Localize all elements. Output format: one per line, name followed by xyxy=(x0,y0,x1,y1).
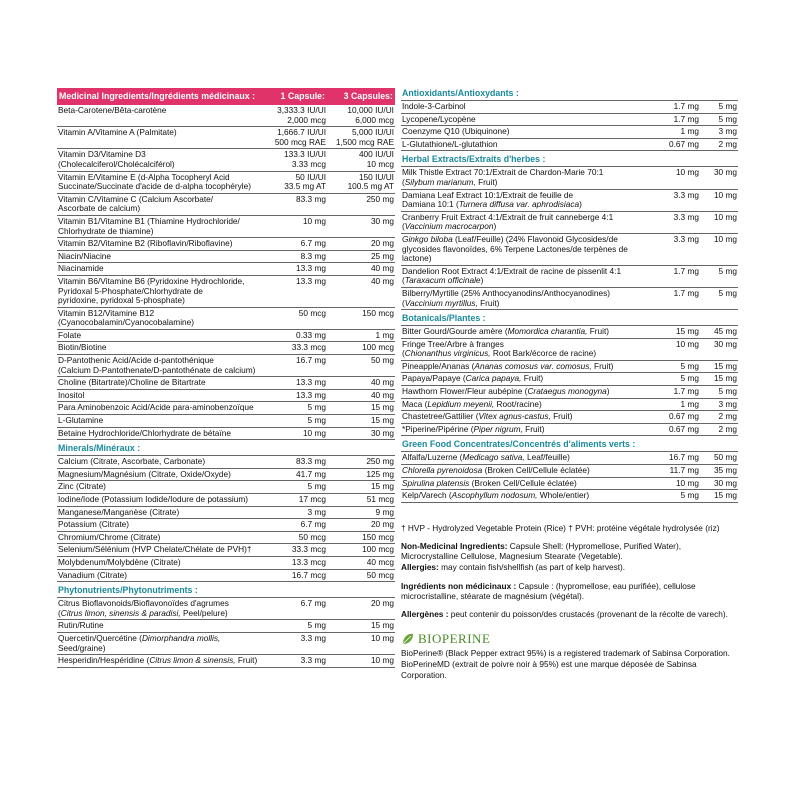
ingredient-name: Quercetin/Quercétine (Dimorphandra mollis, Seed/graine) xyxy=(58,632,221,653)
italic-name: Citrus limon & sinensis, xyxy=(149,655,236,666)
amount-1-capsule: 0.67 mg xyxy=(669,138,699,149)
amount-3-capsules: 10 mg xyxy=(370,655,394,666)
table-row xyxy=(401,266,738,288)
italic-name: Ginkgo biloba xyxy=(402,233,453,244)
table-row xyxy=(57,519,395,532)
ingredient-name: Folate xyxy=(58,329,82,340)
amount-3-capsules: 10 mg xyxy=(370,632,394,643)
amount-3-capsules: 15 mg xyxy=(370,415,394,426)
table-row xyxy=(401,386,738,399)
ingredient-name: Maca (Lepidium meyenii, Root/racine) xyxy=(402,398,542,409)
amount-3-capsules: 40 mg xyxy=(370,275,394,286)
italic-name: Carica papaya, xyxy=(465,373,522,384)
table-row xyxy=(57,390,395,403)
table-row xyxy=(57,469,395,482)
ingredient-name: Vitamin E/Vitamine E (d-Alpha Tocopheryl Acid Succinate/Succinate d'acide de d-alpha tocophéryle) xyxy=(58,171,251,192)
italic-name: Medicago sativa, xyxy=(462,452,525,463)
amount-3-capsules: 1 mg xyxy=(375,329,394,340)
amount-3-capsules: 5 mg xyxy=(718,265,737,276)
amount-3-capsules: 15 mg xyxy=(713,360,737,371)
amount-1-capsule: 3 mg xyxy=(307,506,326,517)
italic-name: Lepidium meyenii, xyxy=(427,398,495,409)
table-row xyxy=(401,167,738,189)
amount-1-capsule: 3.3 mg xyxy=(673,189,699,200)
ingredient-name: Papaya/Papaye (Carica papaya, Fruit) xyxy=(402,373,544,384)
section-herbal-extracts: Herbal Extracts/Extraits d'herbes : xyxy=(401,151,738,167)
table-row xyxy=(401,424,738,437)
ingredient-name: Coenzyme Q10 (Ubiquinone) xyxy=(402,126,510,137)
ingredient-name: Iodine/Iode (Potassium Iodide/Iodure de potassium) xyxy=(58,494,249,504)
table-row xyxy=(57,598,395,620)
amount-3-capsules: 20 mg xyxy=(370,238,394,249)
ingredient-name: Biotin/Biotine xyxy=(58,342,107,353)
right-panel xyxy=(401,88,738,680)
table-row xyxy=(57,127,395,149)
table-row xyxy=(401,288,738,310)
amount-1-capsule: 13.3 mg xyxy=(296,263,326,274)
ingredient-name: Hesperidin/Hespéridine (Citrus limon & sinensis, Fruit) xyxy=(58,655,258,666)
ingredient-name: Chromium/Chrome (Citrate) xyxy=(58,531,161,542)
bioperine-wordmark: BIOPERINE xyxy=(418,631,491,647)
table-row xyxy=(57,633,395,655)
ingredient-name: Rutin/Rutine xyxy=(58,620,104,631)
table-row xyxy=(401,339,738,361)
ingredient-name: Vitamin D3/Vitamine D3 (Cholecalciferol/Cholécalciférol) xyxy=(58,149,175,169)
non-medicinal-en: Non-Medicinal Ingredients: Capsule Shell: (Hypromellose, Purified Water), Microcrystalline Cellulose, Magnesium Stearate (Vegetable). xyxy=(401,541,682,562)
phytonutrient-rows xyxy=(57,598,395,668)
italic-name: Ascophyllum nodosum, xyxy=(451,490,538,501)
amount-3-capsules: 15 mg xyxy=(713,373,737,384)
amount-3-capsules: 15 mg xyxy=(370,620,394,631)
header-3-capsules: 3 Capsules: xyxy=(343,91,393,101)
table-row xyxy=(57,544,395,557)
ingredient-name: Bitter Gourd/Gourde amère (Momordica charantia, Fruit) xyxy=(402,326,610,337)
amount-1-capsule: 1,666.7 IU/UI 500 mcg RAE xyxy=(274,127,326,147)
ingredient-name: Pineapple/Ananas (Ananas comosus var. comosus, Fruit) xyxy=(402,360,614,371)
table-row xyxy=(57,620,395,633)
amount-3-capsules: 30 mg xyxy=(713,338,737,349)
ingredient-name: Citrus Bioflavonoids/Bioflavonoïdes d'agrumes (Citrus limon, sinensis & paradisi, Peel/pelure) xyxy=(58,598,229,618)
table-row xyxy=(401,411,738,424)
table-row xyxy=(401,478,738,491)
amount-3-capsules: 30 mg xyxy=(370,427,394,438)
amount-1-capsule: 5 mg xyxy=(307,620,326,631)
amount-1-capsule: 5 mg xyxy=(307,415,326,426)
allergies-en: Allergies: may contain fish/shellfish (as part of kelp harvest). xyxy=(401,562,626,573)
table-row xyxy=(401,373,738,386)
amount-3-capsules: 40 mg xyxy=(370,263,394,274)
amount-3-capsules: 51 mcg xyxy=(366,494,394,504)
ingredient-name: Vitamin B1/Vitamine B1 (Thiamine Hydrochloride/ Chlorhydrate de thiamine) xyxy=(58,215,240,236)
table-row xyxy=(401,114,738,127)
amount-1-capsule: 0.33 mg xyxy=(296,329,326,340)
section-botanicals: Botanicals/Plantes : xyxy=(401,310,738,326)
amount-1-capsule: 1.7 mg xyxy=(673,101,699,111)
italic-name: Taraxacum officinale xyxy=(404,275,481,286)
amount-3-capsules: 5 mg xyxy=(718,287,737,298)
amount-1-capsule: 5 mg xyxy=(680,490,699,501)
ingredient-name: Niacin/Niacine xyxy=(58,250,112,261)
table-row xyxy=(57,308,395,330)
amount-1-capsule: 0.67 mg xyxy=(669,411,699,422)
amount-1-capsule: 6.7 mg xyxy=(300,598,326,609)
ingredient-name: Choline (Bitartrate)/Choline de Bitartrate xyxy=(58,377,206,388)
amount-1-capsule: 6.7 mg xyxy=(300,519,326,530)
amount-1-capsule: 11.7 mg xyxy=(669,465,699,476)
table-row xyxy=(401,465,738,478)
allergenes-fr: Allergènes : peut contenir du poisson/des crustacés (provenant de la récolte de varech). xyxy=(401,609,728,620)
ingredient-name: Manganese/Manganèse (Citrate) xyxy=(58,506,180,517)
amount-1-capsule: 1.7 mg xyxy=(673,386,699,397)
amount-3-capsules: 10 mg xyxy=(713,189,737,200)
amount-3-capsules: 125 mg xyxy=(366,468,394,479)
ingredient-name: Zinc (Citrate) xyxy=(58,481,106,492)
ingredient-name: Bilberry/Myrtille (25% Anthocyanodins/Anthocyanodines) (Vaccinium myrtillus, Fruit) xyxy=(402,287,610,308)
table-row xyxy=(57,355,395,377)
amount-3-capsules: 5,000 IU/UI 1,500 mcg RAE xyxy=(335,127,394,147)
italic-name: Silybum marianum, xyxy=(404,176,476,187)
table-header xyxy=(57,88,395,105)
amount-3-capsules: 25 mg xyxy=(370,250,394,261)
amount-1-capsule: 3.3 mg xyxy=(300,632,326,643)
amount-3-capsules: 10 mg xyxy=(713,233,737,244)
table-row xyxy=(401,139,738,152)
amount-3-capsules: 150 mcg xyxy=(362,307,394,318)
ingredient-name: Vitamin A/Vitamine A (Palmitate) xyxy=(58,127,177,138)
hvp-footnote: † HVP - Hydrolyzed Vegetable Protein (Rice) † PVH: protéine végétale hydrolysée (riz) xyxy=(401,522,720,533)
amount-1-capsule: 16.7 mcg xyxy=(291,569,326,580)
amount-1-capsule: 83.3 mg xyxy=(296,456,326,467)
ingredient-name: Selenium/Sélénium (HVP Chelate/Chélate de PVH)† xyxy=(58,544,252,555)
table-row xyxy=(57,481,395,494)
amount-3-capsules: 20 mg xyxy=(370,519,394,530)
table-row xyxy=(57,172,395,194)
amount-3-capsules: 3 mg xyxy=(718,398,737,409)
table-row xyxy=(57,532,395,545)
ingredient-name: Vitamin B6/Vitamine B6 (Pyridoxine Hydrochloride, Pyridoxal 5-Phosphate/Chlorhydrate de pyridoxine, pyridoxal 5-phosphate) xyxy=(58,275,245,306)
table-row xyxy=(57,570,395,583)
ingredient-name: Potassium (Citrate) xyxy=(58,519,130,530)
pepper-leaf-icon xyxy=(401,632,415,646)
amount-1-capsule: 10 mg xyxy=(302,427,326,438)
table-row xyxy=(401,234,738,266)
italic-name: Ananas comosus var. comosus, xyxy=(474,360,592,371)
amount-1-capsule: 5 mg xyxy=(680,373,699,384)
amount-1-capsule: 1 mg xyxy=(680,398,699,409)
herbal-rows xyxy=(401,167,738,310)
ingredient-name: Chlorella pyrenoidosa (Broken Cell/Cellule éclatée) xyxy=(402,465,590,476)
amount-3-capsules: 2 mg xyxy=(718,411,737,422)
amount-1-capsule: 3.3 mg xyxy=(300,655,326,666)
ingredient-name: Calcium (Citrate, Ascorbate, Carbonate) xyxy=(58,456,206,467)
table-row xyxy=(401,361,738,374)
vitamin-rows xyxy=(57,105,395,440)
amount-1-capsule: 8.3 mg xyxy=(300,250,326,261)
amount-3-capsules: 50 mcg xyxy=(366,569,394,580)
medicinal-ingredients-panel xyxy=(57,88,395,668)
amount-1-capsule: 0.67 mg xyxy=(669,423,699,434)
table-row xyxy=(401,190,738,212)
antioxidant-rows xyxy=(401,101,738,151)
amount-1-capsule: 83.3 mg xyxy=(296,193,326,204)
italic-name: Dimorphandra mollis, xyxy=(141,632,221,643)
header-name: Medicinal Ingredients/Ingrédients médicinaux : xyxy=(59,91,256,101)
italic-name: Momordica charantia, xyxy=(507,326,588,337)
amount-3-capsules: 5 mg xyxy=(718,386,737,397)
amount-3-capsules: 10,000 IU/UI 6,000 mcg xyxy=(347,105,394,125)
green-food-rows xyxy=(401,452,738,502)
amount-1-capsule: 3.3 mg xyxy=(673,211,699,222)
amount-1-capsule: 133.3 IU/UI 3.33 mcg xyxy=(284,149,326,169)
header-1-capsule: 1 Capsule: xyxy=(280,91,325,101)
table-row xyxy=(57,194,395,216)
amount-1-capsule: 17 mcg xyxy=(298,494,326,504)
section-green-food: Green Food Concentrates/Concentrés d'aliments verts : xyxy=(401,436,738,452)
table-row xyxy=(57,415,395,428)
amount-1-capsule: 50 IU/UI 33.5 mg AT xyxy=(284,171,326,192)
section-phytonutrients: Phytonutrients/Phytonutriments : xyxy=(57,582,395,598)
amount-1-capsule: 10 mg xyxy=(302,215,326,226)
table-row xyxy=(57,330,395,343)
botanical-rows xyxy=(401,326,738,436)
amount-1-capsule: 5 mg xyxy=(307,481,326,492)
ingredient-name: Damiana Leaf Extract 10:1/Extrait de feuille de Damiana 10:1 (Turnera diffusa var. aphrodisiaca) xyxy=(402,189,582,210)
amount-1-capsule: 41.7 mg xyxy=(296,468,326,479)
amount-3-capsules: 10 mg xyxy=(713,211,737,222)
mineral-rows xyxy=(57,456,395,582)
ingredient-name: Cranberry Fruit Extract 4:1/Extrait de fruit canneberge 4:1 (Vaccinium macrocarpon) xyxy=(402,211,614,232)
non-medicinal-fr: Ingrédients non médicinaux : Capsule : (hypromellose, eau purifiée), cellulose microcristalline, stéarate de magnésium (végétal). xyxy=(401,580,696,601)
amount-1-capsule: 13.3 mg xyxy=(296,389,326,400)
ingredient-name: L-Glutamine xyxy=(58,415,104,426)
amount-3-capsules: 250 mg xyxy=(366,193,394,204)
amount-1-capsule: 33.3 mcg xyxy=(291,342,326,353)
italic-name: Vaccinium macrocarpon xyxy=(404,221,494,232)
amount-3-capsules: 3 mg xyxy=(718,126,737,137)
amount-1-capsule: 10 mg xyxy=(675,477,699,488)
ingredient-name: Niacinamide xyxy=(58,263,104,274)
bioperine-fr: BioPerineMD (extrait de poivre noir à 95%) est une marque déposée de Sabinsa Corporation. xyxy=(401,659,697,680)
table-row xyxy=(401,399,738,412)
table-row xyxy=(57,276,395,308)
amount-1-capsule: 5 mg xyxy=(680,360,699,371)
italic-name: Citrus limon, sinensis & paradisi, xyxy=(60,607,181,618)
italic-name: Chlorella pyrenoidosa xyxy=(402,465,483,476)
amount-1-capsule: 1.7 mg xyxy=(673,287,699,298)
amount-3-capsules: 40 mg xyxy=(370,377,394,388)
ingredient-name: Inositol xyxy=(58,389,85,400)
ingredient-name: Lycopene/Lycopène xyxy=(402,113,476,124)
ingredient-name: Beta-Carotene/Bêta-carotène xyxy=(58,105,167,115)
table-row xyxy=(57,216,395,238)
amount-3-capsules: 15 mg xyxy=(370,481,394,492)
italic-name: Crataegus monogyna xyxy=(527,386,607,397)
amount-3-capsules: 150 mcg xyxy=(362,531,394,542)
table-row xyxy=(57,655,395,668)
table-row xyxy=(401,101,738,114)
amount-1-capsule: 50 mcg xyxy=(298,531,326,542)
amount-3-capsules: 50 mg xyxy=(713,452,737,463)
table-row xyxy=(57,263,395,276)
ingredient-name: Alfalfa/Luzerne (Medicago sativa, Leaf/feuille) xyxy=(402,452,570,463)
table-row xyxy=(401,452,738,465)
amount-1-capsule: 50 mcg xyxy=(298,307,326,318)
amount-1-capsule: 13.3 mg xyxy=(296,377,326,388)
amount-1-capsule: 3.3 mg xyxy=(673,233,699,244)
table-row xyxy=(57,456,395,469)
amount-1-capsule: 10 mg xyxy=(675,338,699,349)
table-row xyxy=(57,238,395,251)
amount-3-capsules: 15 mg xyxy=(713,490,737,501)
amount-3-capsules: 20 mg xyxy=(370,598,394,609)
amount-1-capsule: 5 mg xyxy=(307,402,326,413)
table-row xyxy=(401,490,738,503)
amount-3-capsules: 30 mg xyxy=(370,215,394,226)
table-row xyxy=(57,342,395,355)
ingredient-name: Betaine Hydrochloride/Chlorhydrate de bétaïne xyxy=(58,427,231,438)
bioperine-logo xyxy=(401,631,738,647)
italic-name: Spirulina platensis xyxy=(402,477,470,488)
ingredient-name: D-Pantothenic Acid/Acide d-pantothénique (Calcium D-Pantothenate/D-pantothénate de calcium) xyxy=(58,355,256,375)
amount-3-capsules: 2 mg xyxy=(718,138,737,149)
ingredient-name: Ginkgo biloba (Leaf/Feuille) (24% Flavonoid Glycosides/de glycosides flavonoïdes, 6% Terpene Lactones/de terpènes de lactone) xyxy=(402,233,628,264)
table-row xyxy=(57,149,395,171)
ingredient-name: Vitamin C/Vitamine C (Calcium Ascorbate/ Ascorbate de calcium) xyxy=(58,193,214,214)
ingredient-name: Milk Thistle Extract 70:1/Extrait de Chardon-Marie 70:1 (Silybum marianum, Fruit) xyxy=(402,167,604,187)
amount-3-capsules: 15 mg xyxy=(370,402,394,413)
ingredient-name: Fringe Tree/Arbre à franges (Chionanthus virginicus, Root Bark/écorce de racine) xyxy=(402,338,597,359)
section-minerals: Minerals/Minéraux : xyxy=(57,440,395,456)
amount-3-capsules: 2 mg xyxy=(718,423,737,434)
ingredient-name: L-Glutathione/L-glutathion xyxy=(402,138,498,149)
amount-3-capsules: 30 mg xyxy=(713,167,737,178)
amount-1-capsule: 1 mg xyxy=(680,126,699,137)
italic-name: Piper nigrum, xyxy=(473,423,523,434)
amount-3-capsules: 5 mg xyxy=(718,101,737,111)
amount-3-capsules: 35 mg xyxy=(713,465,737,476)
amount-3-capsules: 45 mg xyxy=(713,326,737,337)
amount-1-capsule: 6.7 mg xyxy=(300,238,326,249)
table-row xyxy=(57,494,395,507)
amount-3-capsules: 400 IU/UI 10 mcg xyxy=(358,149,394,169)
amount-1-capsule: 16.7 mg xyxy=(296,355,326,366)
table-row xyxy=(57,377,395,390)
ingredient-name: Dandelion Root Extract 4:1/Extrait de racine de pissenlit 4:1 (Taraxacum officinale) xyxy=(402,265,622,286)
italic-name: Chionanthus virginicus, xyxy=(404,348,491,359)
section-antioxidants: Antioxidants/Antioxydants : xyxy=(401,88,738,101)
amount-1-capsule: 1.7 mg xyxy=(673,265,699,276)
ingredient-name: Kelp/Varech (Ascophyllum nodosum, Whole/entier) xyxy=(402,490,590,501)
ingredient-name: Vanadium (Citrate) xyxy=(58,569,128,580)
amount-1-capsule: 16.7 mg xyxy=(669,452,699,463)
ingredient-name: Magnesium/Magnésium (Citrate, Oxide/Oxyde) xyxy=(58,468,231,479)
amount-1-capsule: 13.3 mcg xyxy=(291,556,326,567)
amount-1-capsule: 13.3 mg xyxy=(296,275,326,286)
amount-3-capsules: 5 mg xyxy=(718,113,737,124)
amount-3-capsules: 100 mcg xyxy=(362,342,394,353)
amount-1-capsule: 1.7 mg xyxy=(673,113,699,124)
amount-3-capsules: 30 mg xyxy=(713,477,737,488)
table-row xyxy=(401,326,738,339)
amount-3-capsules: 100 mcg xyxy=(362,544,394,555)
ingredient-name: Spirulina platensis (Broken Cell/Cellule éclatée) xyxy=(402,477,577,488)
bioperine-en: BioPerine® (Black Pepper extract 95%) is a registered trademark of Sabinsa Corporation. xyxy=(401,648,730,659)
table-row xyxy=(57,557,395,570)
ingredient-name: Indole-3-Carbinol xyxy=(402,101,466,111)
amount-3-capsules: 40 mcg xyxy=(366,556,394,567)
table-row xyxy=(57,402,395,415)
table-row xyxy=(57,428,395,441)
italic-name: Vitex agnus-castus, xyxy=(478,411,551,422)
ingredient-name: Hawthorn Flower/Fleur aubépine (Crataegus monogyna) xyxy=(402,386,610,397)
table-row xyxy=(401,126,738,139)
amount-3-capsules: 50 mg xyxy=(370,355,394,366)
table-row xyxy=(57,507,395,520)
amount-1-capsule: 10 mg xyxy=(675,167,699,178)
amount-3-capsules: 150 IU/UI 100.5 mg AT xyxy=(347,171,394,192)
amount-3-capsules: 250 mg xyxy=(366,456,394,467)
ingredient-name: Para Aminobenzoic Acid/Acide para-aminobenzoïque xyxy=(58,402,254,413)
amount-1-capsule: 33.3 mcg xyxy=(291,544,326,555)
ingredient-name: Molybdenum/Molybdène (Citrate) xyxy=(58,556,181,567)
table-row xyxy=(401,212,738,234)
ingredient-name: Vitamin B2/Vitamine B2 (Riboflavin/Riboflavine) xyxy=(58,238,233,249)
table-row xyxy=(57,105,395,127)
amount-1-capsule: 3,333.3 IU/UI 2,000 mcg xyxy=(277,105,326,125)
amount-1-capsule: 15 mg xyxy=(675,326,699,337)
amount-3-capsules: 40 mg xyxy=(370,389,394,400)
ingredient-name: Vitamin B12/Vitamine B12 (Cyanocobalamin/Cyanocobalamine) xyxy=(58,307,195,328)
ingredient-name: *Piperine/Pipérine (Piper nigrum, Fruit) xyxy=(402,423,545,434)
ingredient-name: Chastetree/Gattilier (Vitex agnus-castus, Fruit) xyxy=(402,411,573,422)
table-row xyxy=(57,251,395,264)
italic-name: Turnera diffusa var. aphrodisiaca xyxy=(458,199,580,210)
italic-name: Vaccinium myrtillus, xyxy=(404,297,478,308)
amount-3-capsules: 9 mg xyxy=(375,506,394,517)
